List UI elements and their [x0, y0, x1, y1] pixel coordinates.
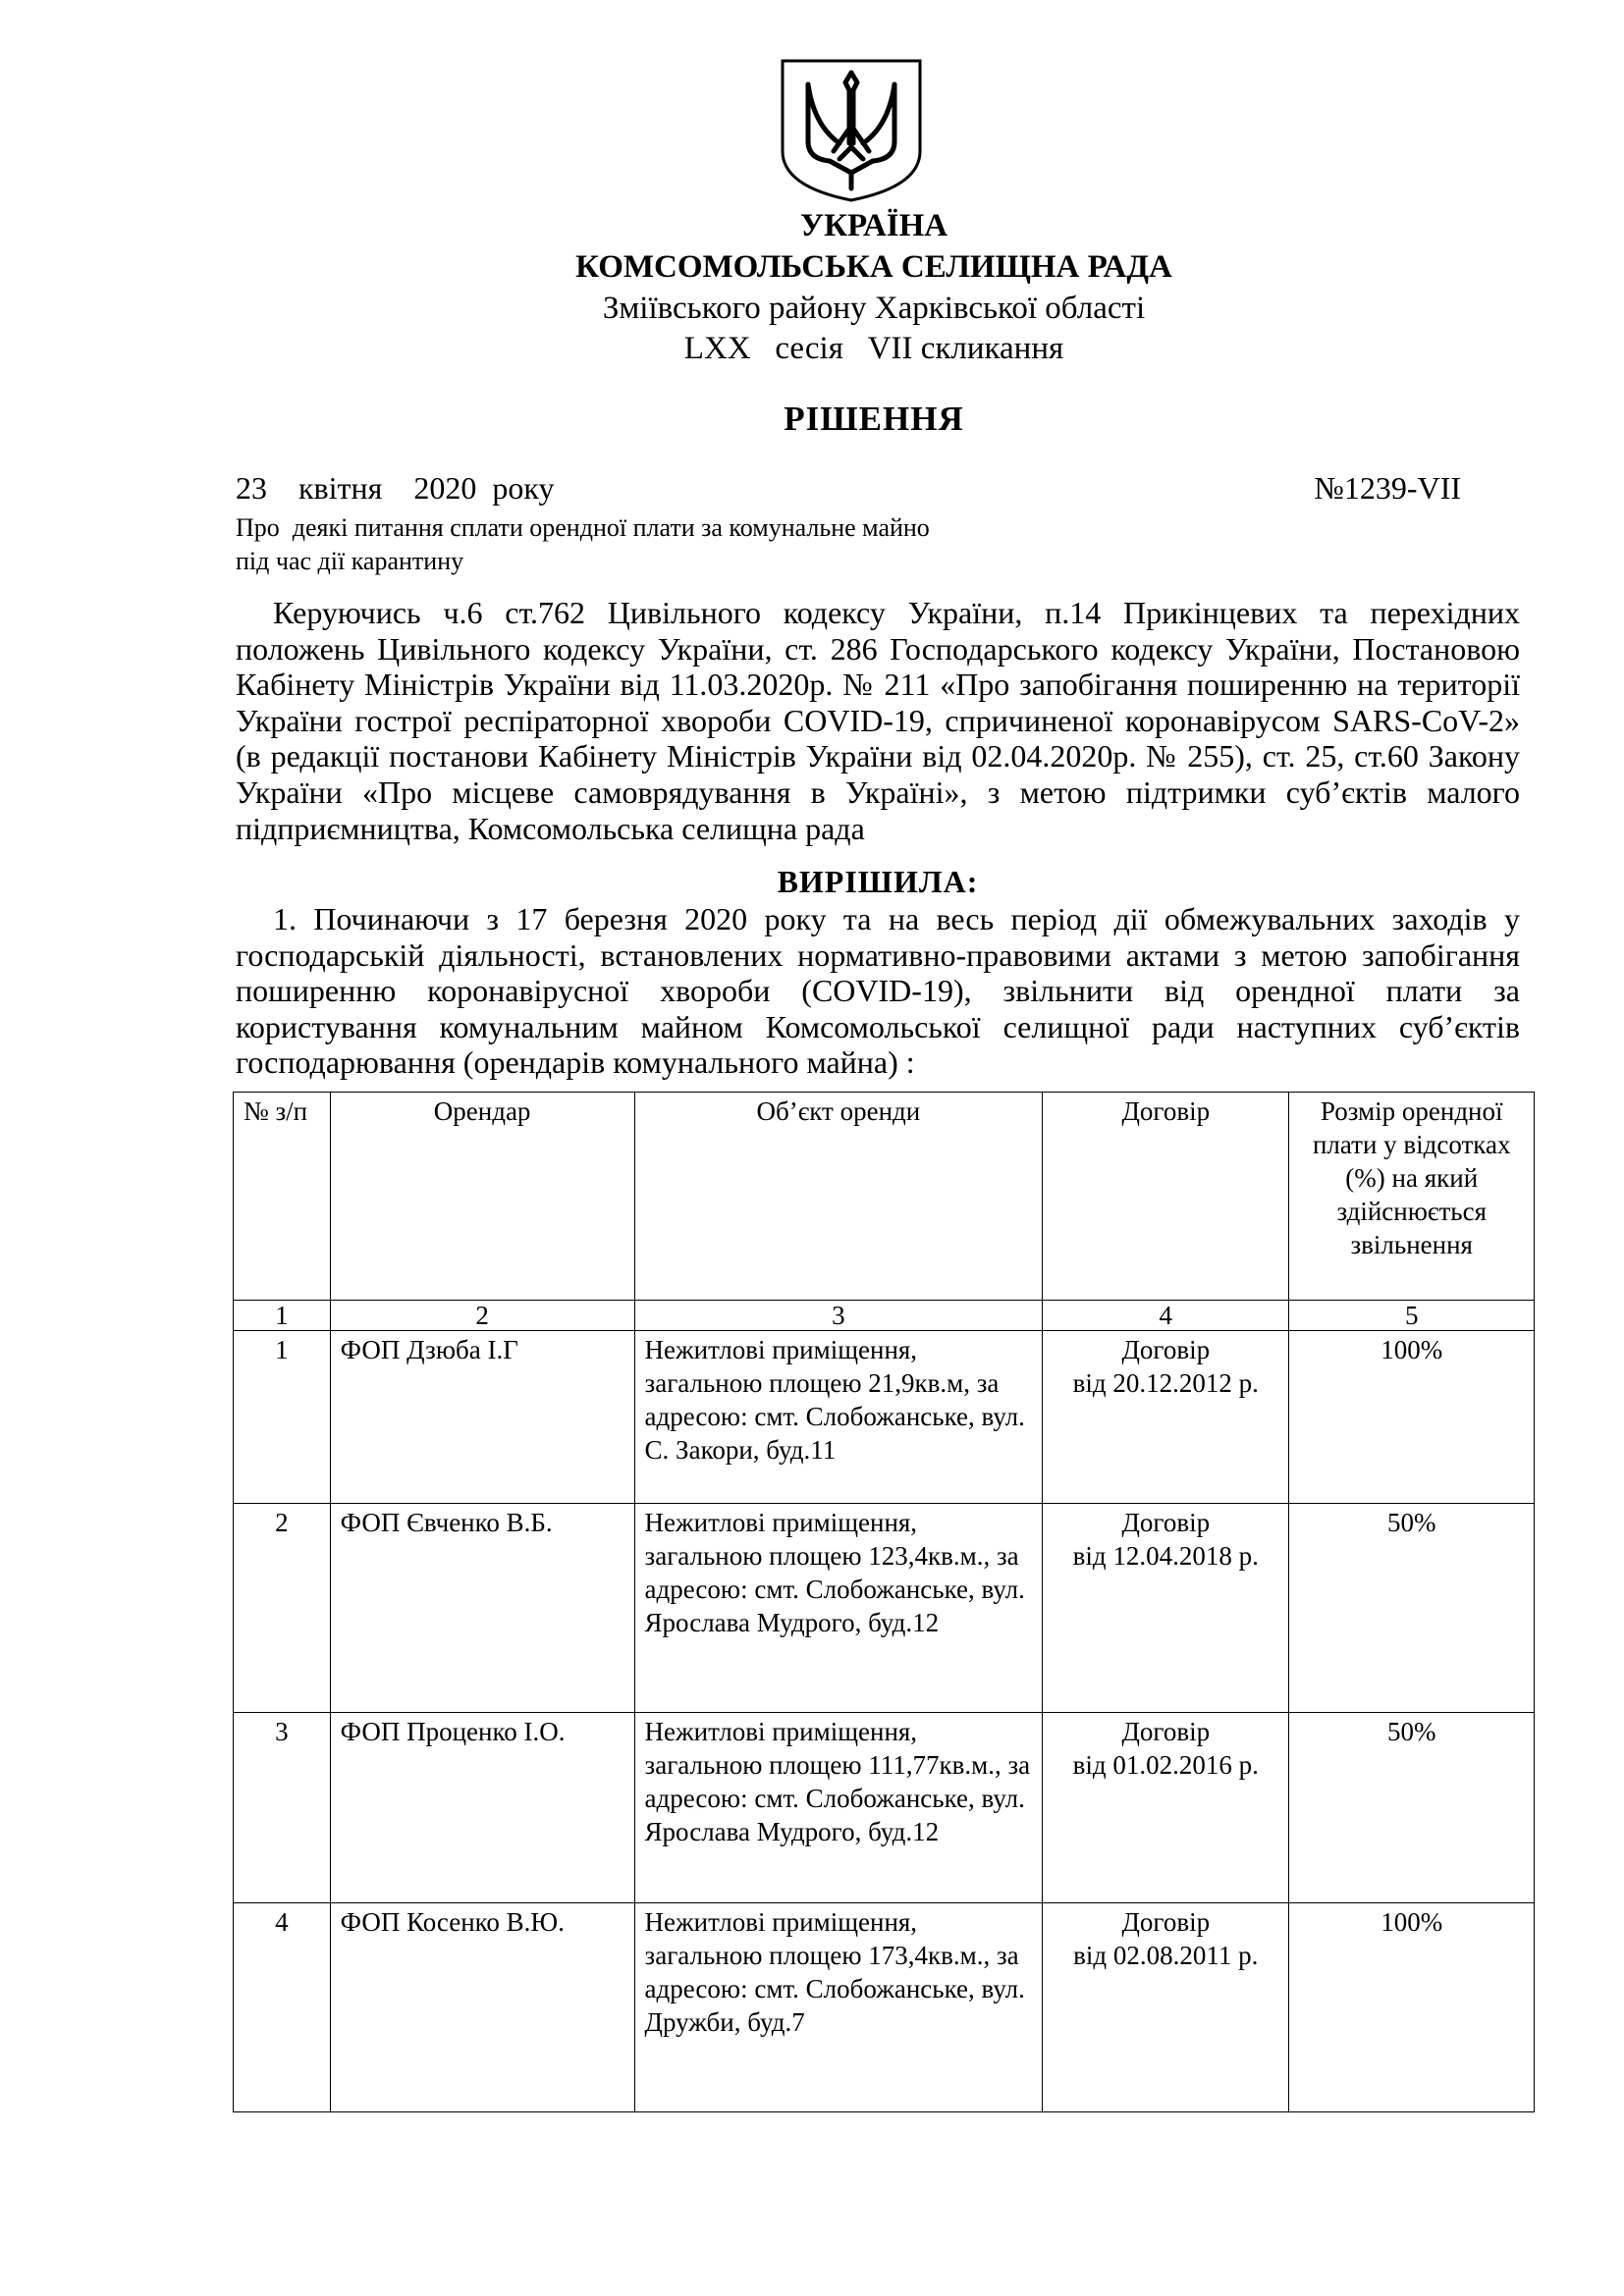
contract-cell: [1043, 1713, 1289, 1903]
table-row: [234, 1903, 1535, 2112]
exemption-rate-cell: 50%: [1289, 1713, 1535, 1903]
column-header: Договір: [1043, 1093, 1289, 1301]
subject-line: Про деякі питання сплати орендної плати за комунальне майно: [236, 513, 930, 542]
column-header: № з/п: [234, 1093, 331, 1301]
item-1-paragraph: 1. Починаючи з 17 березня 2020 року та на весь період дії обмежувальних заходів у господарській діяльності, встановлених нормативно-правовими актами з метою запобігання поширенню коронавірусної хвороби (COVID-19), звільнити від орендної плати за користування комунальним майном Комсомольської селищної ради наступних суб’єктів господарювання (орендарів комунального майна) :: [236, 901, 1520, 1081]
session-line: LXX сесія VII скликання: [683, 331, 1064, 366]
exemption-rate-cell: 50%: [1289, 1504, 1535, 1713]
column-number: 3: [634, 1301, 1043, 1331]
country-heading: УКРАЇНА: [799, 208, 948, 243]
object-cell: Нежитлові приміщення, загальною площею 111,77кв.м., за адресою: смт. Слобожанське, вул. Ярослава Мудрого, буд.12: [634, 1713, 1043, 1903]
table-row: [234, 1504, 1535, 1713]
table-row: [234, 1713, 1535, 1903]
column-header: Об’єкт оренди: [634, 1093, 1043, 1301]
row-number: 4: [234, 1903, 331, 2112]
contract-date: від 20.12.2012 р.: [1072, 1368, 1259, 1398]
contract-cell: [1043, 1504, 1289, 1713]
decision-date: 23 квітня 2020 року: [236, 470, 555, 506]
contract-date: від 12.04.2018 р.: [1072, 1541, 1259, 1571]
tenant-cell: ФОП Косенко В.Ю.: [330, 1903, 634, 2112]
table-row: [234, 1331, 1535, 1504]
row-number: 3: [234, 1713, 331, 1903]
column-number: 4: [1043, 1301, 1289, 1331]
row-number: 2: [234, 1504, 331, 1713]
intro-paragraph: Керуючись ч.6 ст.762 Цивільного кодексу України, п.14 Прикінцевих та перехідних положень Цивільного кодексу України, ст. 286 Господарського кодексу України, Постановою Кабінету Міністрів України від 11.03.2020р. № 211 «Про запобігання поширенню на території України гострої респіраторної хвороби COVID-19, спричиненої коронавірусом SARS-CoV-2» (в редакції постанови Кабінету Міністрів України від 02.04.2020р. № 255), ст. 25, ст.60 Закону України «Про місцеве самоврядування в Україні», з метою підтримки суб’єктів малого підприємництва, Комсомольська селищна рада: [236, 595, 1520, 846]
column-header: Розмір орендної плати у відсотках (%) на який здійснюється звільнення: [1289, 1093, 1535, 1301]
table-header-row: [234, 1093, 1535, 1301]
contract-date: від 02.08.2011 р.: [1073, 1941, 1259, 1970]
contract-label: Договір: [1121, 1508, 1211, 1537]
contract-label: Договір: [1121, 1907, 1211, 1937]
object-cell: Нежитлові приміщення, загальною площею 123,4кв.м., за адресою: смт. Слобожанське, вул. Ярослава Мудрого, буд.12: [634, 1504, 1043, 1713]
coat-of-arms-emblem: [779, 57, 924, 202]
subject-line: під час дії карантину: [236, 547, 464, 575]
row-number: 1: [234, 1331, 331, 1504]
tenant-cell: ФОП Дзюба І.Г: [330, 1331, 634, 1504]
object-cell: Нежитлові приміщення, загальною площею 173,4кв.м., за адресою: смт. Слобожанське, вул. Дружби, буд.7: [634, 1903, 1043, 2112]
exemption-rate-cell: 100%: [1289, 1903, 1535, 2112]
contract-label: Договір: [1121, 1717, 1211, 1746]
resolved-heading: ВИРІШИЛА:: [777, 864, 979, 899]
document-type-heading: РІШЕННЯ: [784, 400, 964, 438]
contract-cell: [1043, 1903, 1289, 2112]
rent-exemption-table: [233, 1092, 1535, 2112]
decision-subject: [236, 511, 930, 578]
contract-cell: [1043, 1331, 1289, 1504]
tenant-cell: ФОП Проценко І.О.: [330, 1713, 634, 1903]
contract-date: від 01.02.2016 р.: [1072, 1750, 1259, 1780]
district-line: Зміївського району Харківської області: [602, 291, 1146, 326]
column-number: 2: [330, 1301, 634, 1331]
decision-number: №1239-VII: [1314, 470, 1461, 506]
column-number-row: [234, 1301, 1535, 1331]
column-number: 1: [234, 1301, 331, 1331]
council-heading: КОМСОМОЛЬСЬКА СЕЛИЩНА РАДА: [575, 249, 1172, 285]
object-cell: Нежитлові приміщення, загальною площею 21,9кв.м, за адресою: смт. Слобожанське, вул. С. Закори, буд.11: [634, 1331, 1043, 1504]
column-number: 5: [1289, 1301, 1535, 1331]
contract-label: Договір: [1121, 1335, 1211, 1364]
column-header: Орендар: [330, 1093, 634, 1301]
tenant-cell: ФОП Євченко В.Б.: [330, 1504, 634, 1713]
exemption-rate-cell: 100%: [1289, 1331, 1535, 1504]
